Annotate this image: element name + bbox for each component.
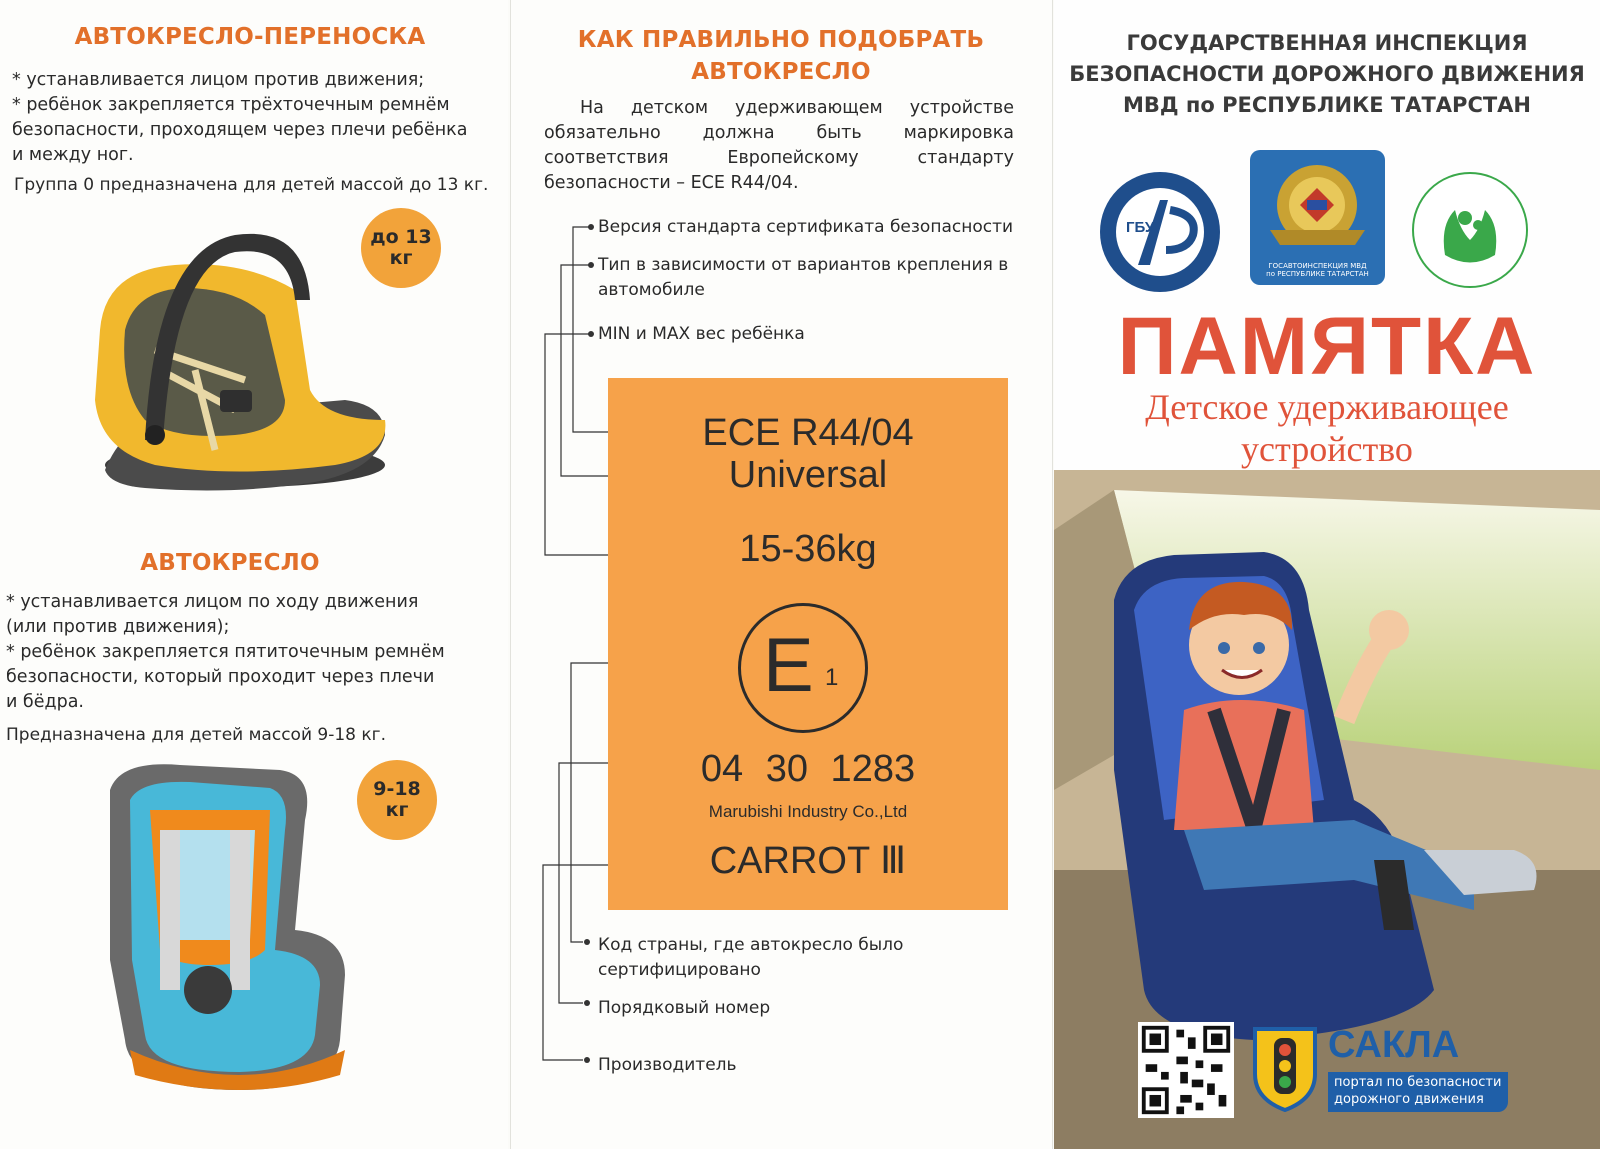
seat-bullet: (или против движения); bbox=[6, 617, 230, 637]
annotation-serial: Порядковый номер bbox=[598, 998, 771, 1018]
gai-caption bbox=[1250, 262, 1385, 278]
e-mark-letter: E bbox=[763, 623, 814, 708]
subtitle-line: Детское удерживающее bbox=[1145, 387, 1509, 427]
annotation-country: Код страны, где автокресло было сертифицировано bbox=[598, 935, 904, 980]
e-mark-circle bbox=[738, 603, 868, 733]
title-line: АВТОКРЕСЛО bbox=[691, 59, 871, 85]
annotation-weight: MIN и MAX вес ребёнка bbox=[598, 324, 805, 344]
subtitle-line: устройство bbox=[1241, 429, 1413, 469]
gbu-text: ГБУ bbox=[1126, 219, 1155, 236]
gai-caption-line: по РЕСПУБЛИКЕ ТАТАРСТАН bbox=[1266, 270, 1369, 278]
seat-description bbox=[6, 590, 476, 715]
carrier-bullet: и между ног. bbox=[12, 145, 134, 165]
seat-bullet: * устанавливается лицом по ходу движения bbox=[6, 592, 419, 612]
org-line: ГОСУДАРСТВЕННАЯ ИНСПЕКЦИЯ bbox=[1126, 31, 1528, 55]
gai-caption-line: ГОСАВТОИНСПЕКЦИЯ МВД bbox=[1268, 262, 1367, 270]
left-panel bbox=[0, 0, 508, 1149]
seat-bullet: и бёдра. bbox=[6, 692, 84, 712]
annotation-version: Версия стандарта сертификата безопасности bbox=[598, 217, 1014, 237]
label-approval-number: 04 30 1283 bbox=[700, 748, 916, 790]
gai-emblem-icon bbox=[1250, 150, 1385, 260]
gai-emblem-logo bbox=[1250, 150, 1385, 285]
badge-value: до 13 bbox=[370, 226, 432, 248]
portal-desc-line: портал по безопасности bbox=[1334, 1075, 1502, 1090]
carrier-group-note: Группа 0 предназначена для детей массой до 13 кг. bbox=[14, 175, 489, 195]
seat-bullet: * ребёнок закрепляется пятиточечным ремнём bbox=[6, 642, 445, 662]
infant-carrier-illustration bbox=[85, 220, 405, 520]
right-panel bbox=[1054, 0, 1600, 1149]
label-manufacturer: Marubishi Industry Co.,Ltd bbox=[708, 802, 908, 821]
carrier-bullet: * ребёнок закрепляется трёхточечным ремнём bbox=[12, 95, 450, 115]
carrier-description bbox=[12, 68, 492, 168]
portal-name: САКЛА bbox=[1328, 1024, 1460, 1066]
seat-group-note: Предназначена для детей массой 9-18 кг. bbox=[6, 725, 386, 745]
weight-badge-seat bbox=[357, 760, 437, 840]
traffic-light-shield-icon bbox=[1250, 1024, 1320, 1112]
annotation-maker: Производитель bbox=[598, 1055, 737, 1075]
badge-unit: кг bbox=[389, 247, 413, 269]
carrier-bullet: * устанавливается лицом против движения; bbox=[12, 70, 425, 90]
organization-name bbox=[1054, 28, 1600, 121]
road-safety-center-logo bbox=[1410, 170, 1530, 290]
qr-code[interactable] bbox=[1138, 1022, 1234, 1118]
weight-badge-carrier bbox=[361, 208, 441, 288]
carrier-bullet: безопасности, проходящем через плечи ребёнка bbox=[12, 120, 468, 140]
badge-value: 9-18 bbox=[373, 778, 421, 800]
label-standard: ECE R44/04 bbox=[702, 412, 914, 454]
gbu-road-safety-logo bbox=[1098, 170, 1223, 295]
portal-desc-line: дорожного движения bbox=[1334, 1092, 1484, 1107]
title-line: КАК ПРАВИЛЬНО ПОДОБРАТЬ bbox=[577, 27, 985, 53]
e-mark-number: 1 bbox=[825, 664, 839, 691]
label-type: Universal bbox=[728, 454, 888, 496]
label-model: CARROT Ⅲ bbox=[709, 840, 907, 882]
org-line: МВД по РЕСПУБЛИКЕ ТАТАРСТАН bbox=[1122, 93, 1532, 117]
certification-label bbox=[608, 378, 1008, 910]
sakla-portal-logo bbox=[1250, 1024, 1510, 1114]
seat-title: АВТОКРЕСЛО bbox=[140, 550, 320, 576]
portal-description bbox=[1328, 1072, 1508, 1112]
org-line: БЕЗОПАСНОСТИ ДОРОЖНОГО ДВИЖЕНИЯ bbox=[1069, 62, 1585, 86]
brochure-title: ПАМЯТКА bbox=[1117, 301, 1537, 392]
label-weight: 15-36kg bbox=[739, 528, 877, 570]
brochure-subtitle bbox=[1054, 386, 1600, 470]
badge-unit: кг bbox=[385, 799, 409, 821]
seat-bullet: безопасности, который проходит через плечи bbox=[6, 667, 435, 687]
child-seat-illustration bbox=[90, 760, 360, 1095]
carrier-title: АВТОКРЕСЛО-ПЕРЕНОСКА bbox=[74, 24, 426, 50]
middle-panel bbox=[510, 0, 1053, 1149]
intro-paragraph: На детском удерживающем устройстве обязательно должна быть маркировка соответствия Европейскому стандарту безопасности – ECE R44/04. bbox=[544, 98, 1014, 193]
annotation-type: Тип в зависимости от вариантов крепления в автомобиле bbox=[598, 255, 1009, 300]
